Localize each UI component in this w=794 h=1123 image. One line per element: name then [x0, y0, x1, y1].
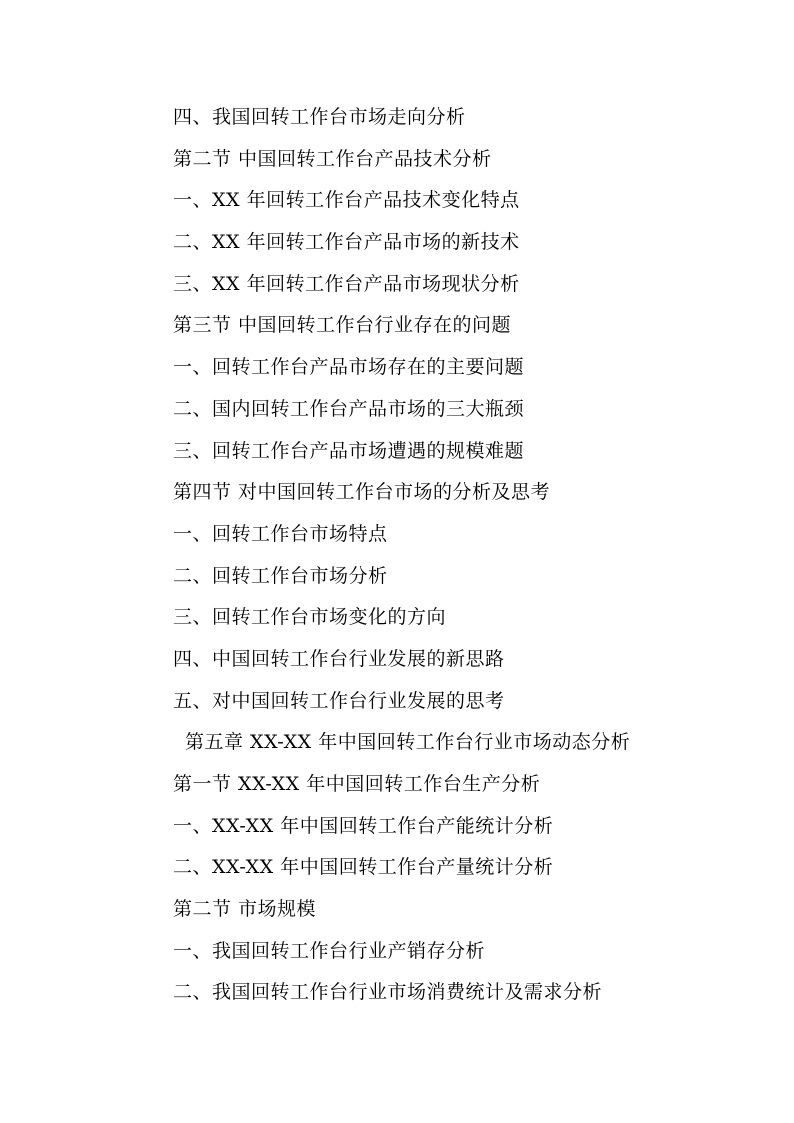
- toc-item: 二、XX-XX 年中国回转工作台产量统计分析: [173, 856, 554, 879]
- toc-item: 二、国内回转工作台产品市场的三大瓶颈: [173, 397, 525, 420]
- toc-item: 一、回转工作台市场特点: [173, 522, 388, 545]
- toc-section-heading: 第一节 XX-XX 年中国回转工作台生产分析: [173, 773, 541, 795]
- toc-section-heading: 第二节 市场规模: [173, 898, 317, 921]
- toc-chapter-heading: 第五章 XX-XX 年中国回转工作台行业市场动态分析: [185, 731, 631, 754]
- toc-item: 四、我国回转工作台市场走向分析: [173, 106, 466, 128]
- table-of-contents: [173, 100, 733, 1017]
- toc-section-heading: 第二节 中国回转工作台产品技术分析: [173, 147, 492, 170]
- toc-item: 二、XX 年回转工作台产品市场的新技术: [173, 231, 520, 254]
- toc-section-heading: 第三节 中国回转工作台行业存在的问题: [173, 314, 512, 337]
- toc-item: 二、回转工作台市场分析: [173, 564, 388, 587]
- toc-item: 四、中国回转工作台行业发展的新思路: [173, 647, 505, 670]
- toc-item: 一、我国回转工作台行业产销存分析: [173, 939, 486, 962]
- toc-section-heading: 第四节 对中国回转工作台市场的分析及思考: [173, 481, 551, 504]
- toc-item: 一、XX-XX 年中国回转工作台产能统计分析: [173, 814, 554, 837]
- toc-item: 三、XX 年回转工作台产品市场现状分析: [173, 272, 520, 295]
- toc-item: 三、回转工作台市场变化的方向: [173, 606, 447, 629]
- toc-item: 三、回转工作台产品市场遭遇的规模难题: [173, 439, 525, 462]
- toc-item: 一、回转工作台产品市场存在的主要问题: [173, 356, 525, 379]
- toc-item: 五、对中国回转工作台行业发展的思考: [173, 689, 505, 712]
- toc-item: 一、XX 年回转工作台产品技术变化特点: [173, 189, 520, 212]
- toc-item: 二、我国回转工作台行业市场消费统计及需求分析: [173, 981, 603, 1004]
